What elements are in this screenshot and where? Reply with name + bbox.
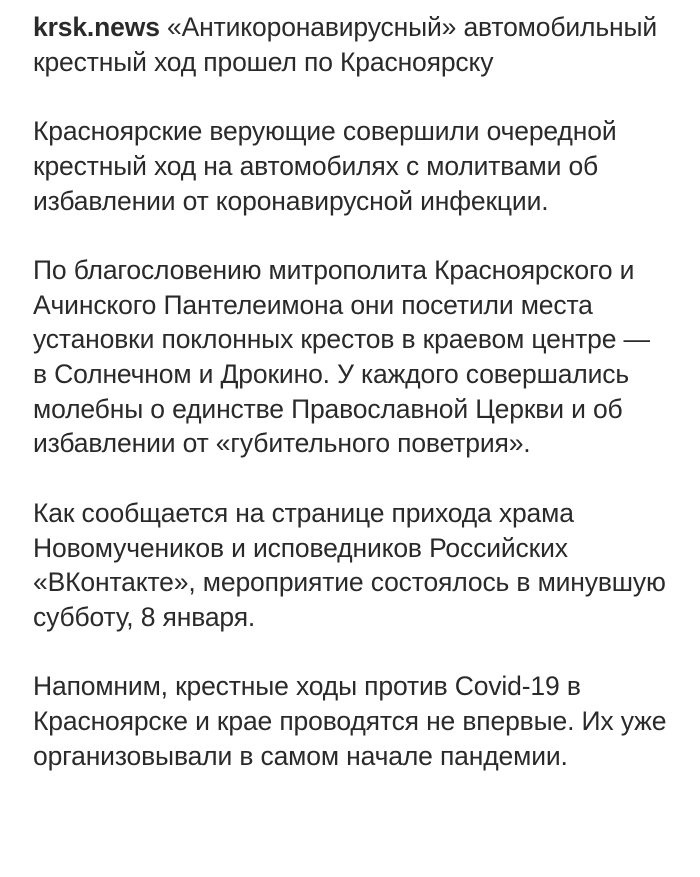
post-lead — [33, 10, 670, 79]
paragraph-1: Красноярские верующие совершили очередной крестный ход на автомобилях с молитвами об избавлении от коронавирусной инфекции. — [33, 116, 617, 216]
headline: «Антикоронавирусный» автомобильный крестный ход прошел по Красноярску — [33, 12, 658, 77]
source-name[interactable]: krsk.news — [33, 12, 160, 42]
paragraph-3: Как сообщается на странице прихода храма Новомучеников и исповедников Российских «ВКонтакте», мероприятие состоялось в минувшую субботу, 8 января. — [33, 497, 666, 632]
paragraph-4: Напомним, крестные ходы против Covid-19 в Красноярске и крае проводятся не впервые. Их уже организовывали в самом начале пандемии. — [33, 671, 667, 771]
paragraph-2: По благословению митрополита Красноярского и Ачинского Пантелеимона они посетили места установки поклонных крестов в краевом центре — в Солнечном и Дрокино. У каждого совершались молебны о единстве Православной Церкви и об избавлении от «губительного поветрия». — [33, 254, 650, 459]
